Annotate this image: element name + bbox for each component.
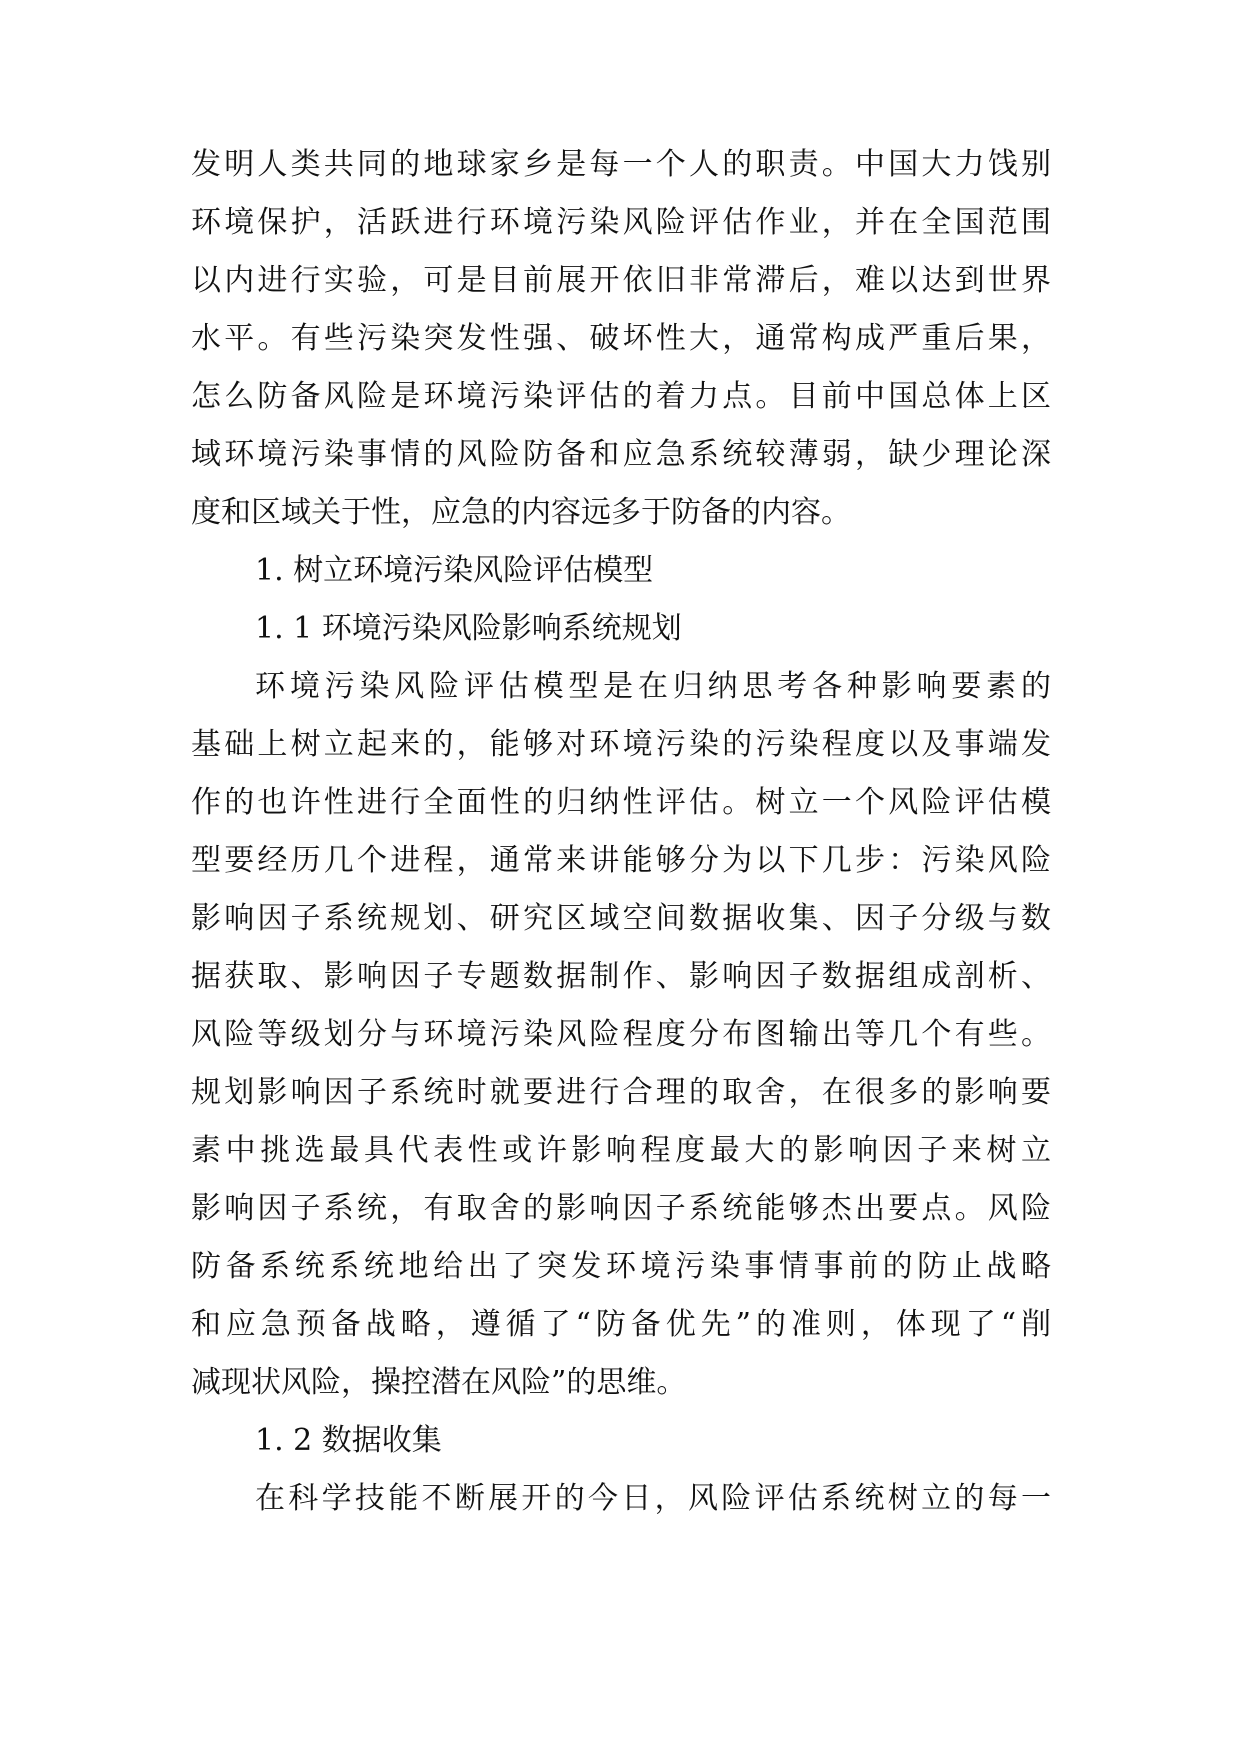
paragraph-line: 据获取、影响因子专题数据制作、影响因子数据组成剖析、 <box>191 959 1051 994</box>
paragraph-line: 和应急预备战略，遵循了“防备优先”的准则，体现了“削 <box>191 1307 1051 1342</box>
paragraph-line: 作的也许性进行全面性的归纳性评估。树立一个风险评估模 <box>191 785 1051 820</box>
paragraph-line: 风险等级划分与环境污染风险程度分布图输出等几个有些。 <box>191 1017 1051 1052</box>
paragraph-line: 型要经历几个进程，通常来讲能够分为以下几步：污染风险 <box>191 843 1051 878</box>
paragraph-line: 怎么防备风险是环境污染评估的着力点。目前中国总体上区 <box>191 379 1051 414</box>
paragraph-line: 发明人类共同的地球家乡是每一个人的职责。中国大力饯别 <box>191 147 1051 182</box>
paragraph-line: 度和区域关于性，应急的内容远多于防备的内容。 <box>191 495 851 530</box>
paragraph-line: 规划影响因子系统时就要进行合理的取舍，在很多的影响要 <box>191 1075 1051 1110</box>
paragraph-line: 基础上树立起来的，能够对环境污染的污染程度以及事端发 <box>191 727 1051 762</box>
subsection-heading: 1. 1 环境污染风险影响系统规划 <box>255 611 682 646</box>
paragraph-line: 水平。有些污染突发性强、破坏性大，通常构成严重后果， <box>191 321 1051 356</box>
paragraph-line: 在科学技能不断展开的今日，风险评估系统树立的每一 <box>255 1481 1051 1516</box>
section-heading: 1. 树立环境污染风险评估模型 <box>255 553 654 588</box>
paragraph-line: 以内进行实验，可是目前展开依旧非常滞后，难以达到世界 <box>191 263 1051 298</box>
paragraph-line: 环境污染风险评估模型是在归纳思考各种影响要素的 <box>255 669 1051 704</box>
paragraph-line: 环境保护，活跃进行环境污染风险评估作业，并在全国范围 <box>191 205 1051 240</box>
paragraph-line: 影响因子系统，有取舍的影响因子系统能够杰出要点。风险 <box>191 1191 1051 1226</box>
paragraph-line: 影响因子系统规划、研究区域空间数据收集、因子分级与数 <box>191 901 1051 936</box>
paragraph-line: 防备系统系统地给出了突发环境污染事情事前的防止战略 <box>191 1249 1051 1284</box>
subsection-heading: 1. 2 数据收集 <box>255 1423 442 1458</box>
paragraph-line: 域环境污染事情的风险防备和应急系统较薄弱，缺少理论深 <box>191 437 1051 472</box>
paragraph-line: 减现状风险，操控潜在风险”的思维。 <box>191 1365 687 1400</box>
paragraph-line: 素中挑选最具代表性或许影响程度最大的影响因子来树立 <box>191 1133 1051 1168</box>
